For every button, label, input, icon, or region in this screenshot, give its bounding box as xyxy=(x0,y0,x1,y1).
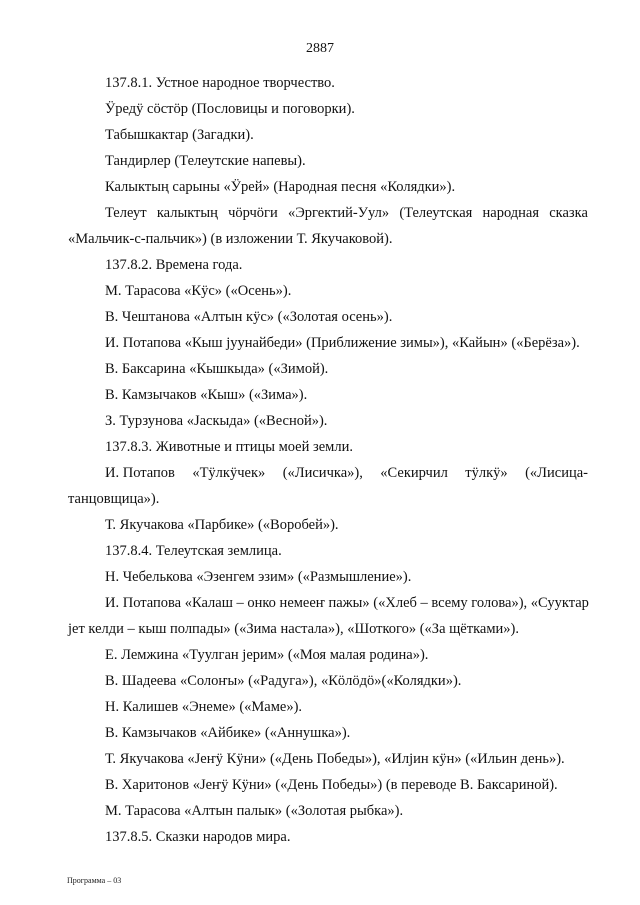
text-line: Т. Якучакова «Јеҥӱ Кӱни» («День Победы»), «Илјин кӱн» («Ильин день»). xyxy=(105,751,565,767)
text-line: Н. Чебелькова «Эзенгем эзим» («Размышление»). xyxy=(105,569,412,585)
text-line: Е. Лемжина «Туулган јерим» («Моя малая родина»). xyxy=(105,647,429,663)
text-line: 137.8.5. Сказки народов мира. xyxy=(105,829,291,845)
page-number: 2887 xyxy=(306,41,334,56)
word: народная xyxy=(482,205,540,221)
word: калыктың xyxy=(156,205,218,221)
text-line-justified xyxy=(68,200,588,226)
text-line: И. Потапова «Калаш – онко немееҥ пажы» («Хлеб – всему голова»), «Сууктар xyxy=(105,595,589,611)
word: Телеут xyxy=(105,205,147,221)
text-line: М. Тарасова «Кӱс» («Осень»). xyxy=(105,283,292,299)
word: И. Потапов xyxy=(105,465,175,481)
word: сказка xyxy=(549,205,588,221)
text-line: Тандирлер (Телеутские напевы). xyxy=(105,153,306,169)
word: чӧрчӧги xyxy=(228,205,278,221)
word: «Эргектий-Уул» xyxy=(287,205,390,221)
text-line: И. Потапова «Кыш јуунайбеди» (Приближение зимы»), «Кайын» («Берёза»). xyxy=(105,335,580,351)
text-line: В. Баксарина «Кышкыда» («Зимой). xyxy=(105,361,329,377)
text-line: В. Камзычаков «Айбике» («Аннушка»). xyxy=(105,725,351,741)
text-line: 137.8.2. Времена года. xyxy=(105,257,243,273)
text-line: Т. Якучакова «Парбике» («Воробей»). xyxy=(105,517,339,533)
text-line: В. Чештанова «Алтын кӱс» («Золотая осень»). xyxy=(105,309,393,325)
text-line: Ӱредӱ сӧстӧр (Пословицы и поговорки). xyxy=(105,101,355,117)
text-line: В. Шадеева «Солоҥы» («Радуга»), «Кӧлӧдӧ»(«Колядки»). xyxy=(105,673,462,689)
text-line: М. Тарасова «Алтын палык» («Золотая рыбка»). xyxy=(105,803,404,819)
word: «Тӱлкӱчек» xyxy=(192,465,266,481)
text-line: танцовщица»). xyxy=(68,491,160,507)
word: «Секирчил xyxy=(380,465,448,481)
text-line: В. Камзычаков «Кыш» («Зима»). xyxy=(105,387,308,403)
text-line: «Мальчик-с-пальчик») (в изложении Т. Якучаковой). xyxy=(68,231,393,247)
word: («Лисичка»), xyxy=(282,465,363,481)
word: тӱлкӱ» xyxy=(465,465,508,481)
page-footer: Программа – 03 xyxy=(67,876,122,885)
text-line: В. Харитонов «Јеҥӱ Кӱни» («День Победы») (в переводе В. Баксариной). xyxy=(105,777,558,793)
text-line: Табышкактар (Загадки). xyxy=(105,127,254,143)
text-line: јет келди – кыш полпады» («Зима настала»), «Шоткого» («За щётками»). xyxy=(68,621,519,637)
word: (Телеутская xyxy=(399,205,473,221)
text-line: Калыктың сарыны «Ӱрей» (Народная песня «Колядки»). xyxy=(105,179,456,195)
text-line: 137.8.4. Телеутская землица. xyxy=(105,543,282,559)
text-line: 137.8.3. Животные и птицы моей земли. xyxy=(105,439,353,455)
text-line-justified xyxy=(68,460,588,486)
document-body xyxy=(68,70,588,850)
word: («Лисица- xyxy=(525,465,588,481)
text-line: З. Турзунова «Јаскыда» («Весной»). xyxy=(105,413,328,429)
text-line: 137.8.1. Устное народное творчество. xyxy=(105,75,335,91)
text-line: Н. Калишев «Энеме» («Маме»). xyxy=(105,699,303,715)
